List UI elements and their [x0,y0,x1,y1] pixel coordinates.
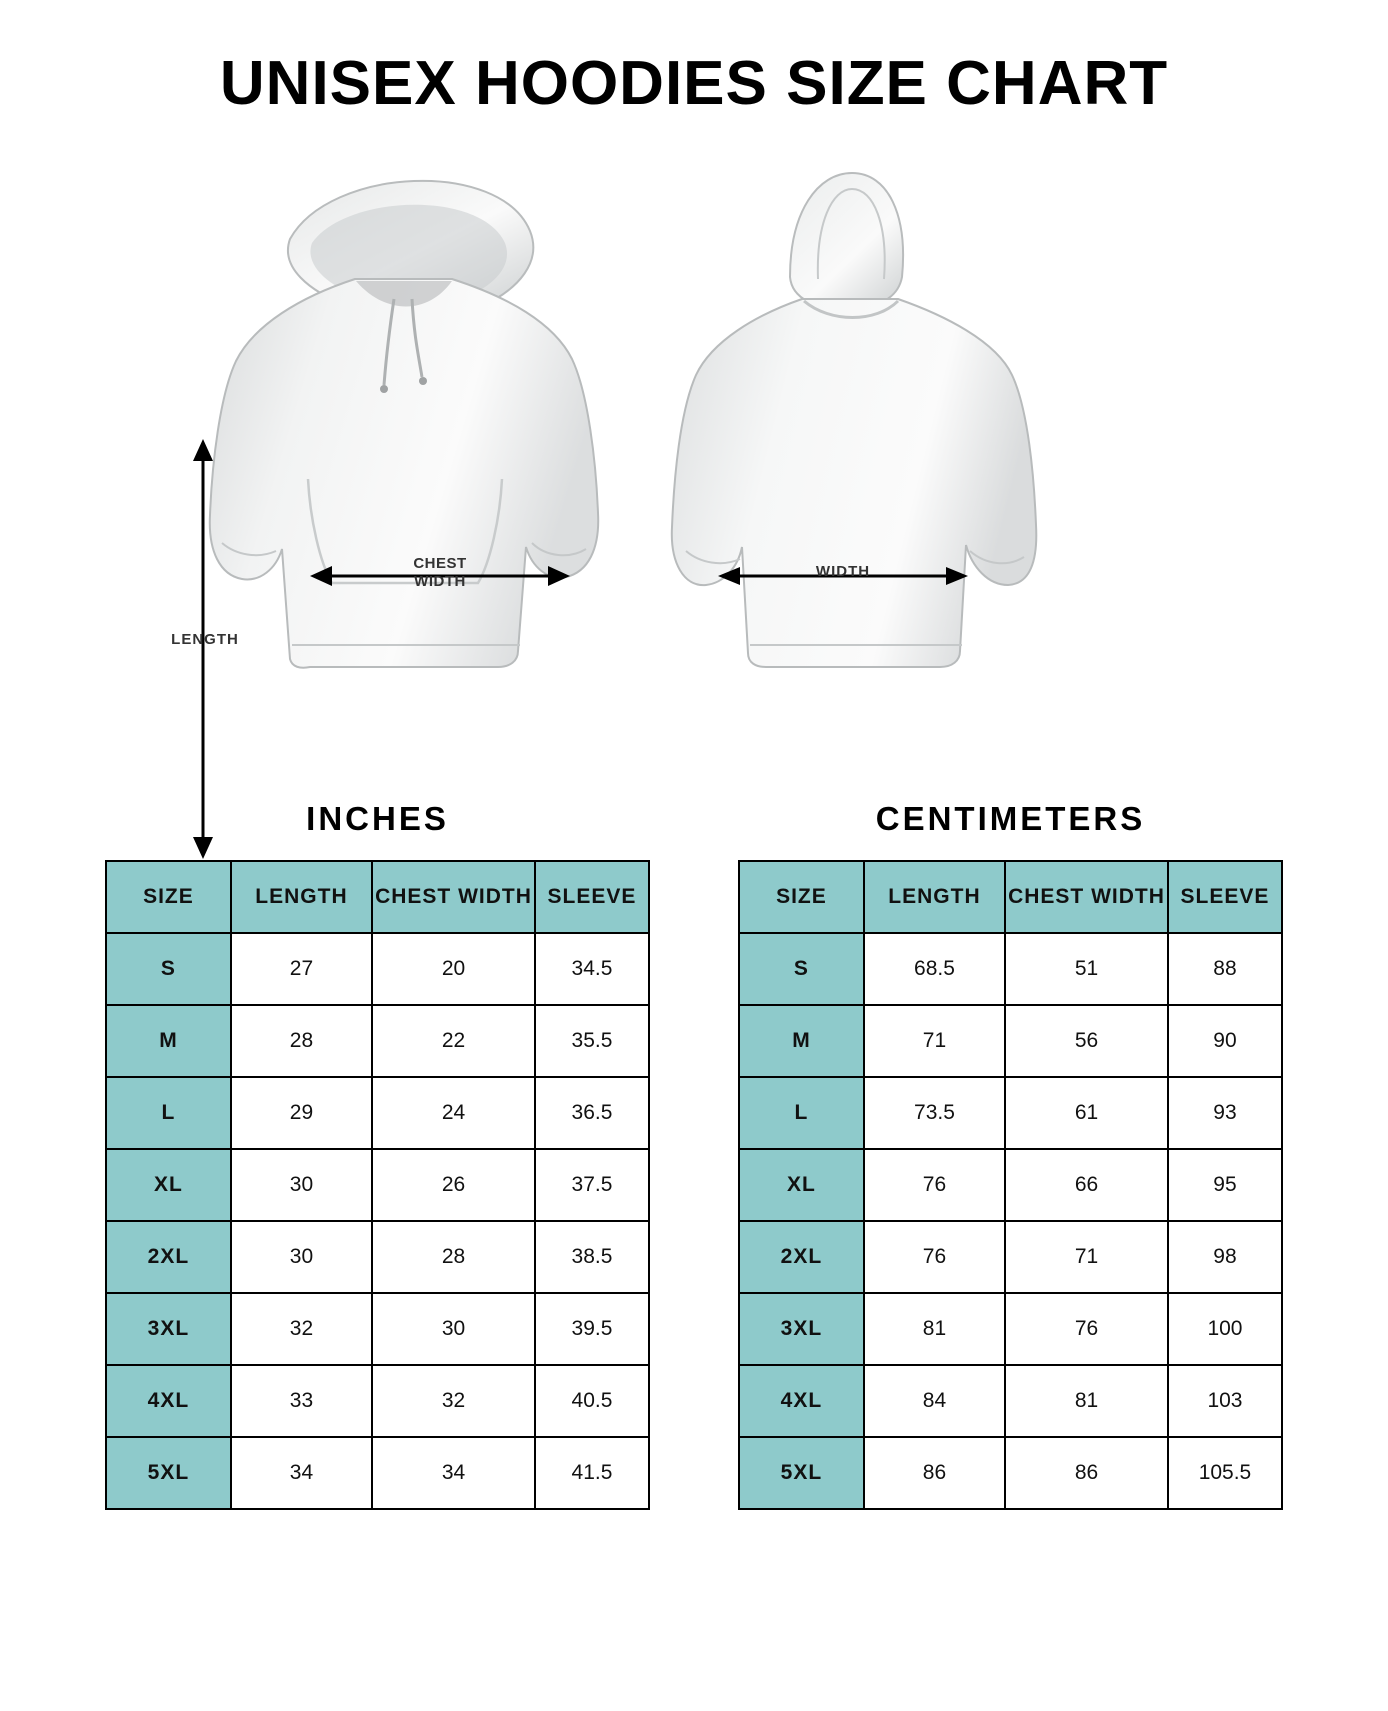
table-row [106,1077,649,1149]
cell-length: 68.5 [864,933,1005,1005]
hoodie-back-illustration [640,159,1070,679]
table-row [739,1005,1282,1077]
cell-length: 71 [864,1005,1005,1077]
cell-size: 4XL [106,1365,231,1437]
hoodie-diagram [0,139,1388,739]
cell-sleeve: 90 [1168,1005,1282,1077]
cell-chest-width: 34 [372,1437,535,1509]
cell-size: 5XL [739,1437,864,1509]
cell-chest-width: 20 [372,933,535,1005]
cell-chest-width: 86 [1005,1437,1168,1509]
cell-chest-width: 32 [372,1365,535,1437]
table-row [739,1221,1282,1293]
column-header-sleeve: SLEEVE [1168,861,1282,933]
table-row [106,1221,649,1293]
cell-size: 2XL [106,1221,231,1293]
cell-length: 86 [864,1437,1005,1509]
size-tables [0,800,1388,1510]
cell-length: 34 [231,1437,372,1509]
table-row [739,933,1282,1005]
cell-size: 5XL [106,1437,231,1509]
cell-chest-width: 76 [1005,1293,1168,1365]
cell-length: 32 [231,1293,372,1365]
cell-length: 27 [231,933,372,1005]
cell-length: 76 [864,1149,1005,1221]
chest-width-measure-label [370,555,510,591]
cell-sleeve: 34.5 [535,933,649,1005]
cell-size: L [739,1077,864,1149]
cell-length: 30 [231,1221,372,1293]
column-header-chest-width: CHEST WIDTH [1005,861,1168,933]
cell-size: S [106,933,231,1005]
cell-size: L [106,1077,231,1149]
cell-chest-width: 30 [372,1293,535,1365]
cell-sleeve: 36.5 [535,1077,649,1149]
cell-size: 3XL [739,1293,864,1365]
cell-sleeve: 41.5 [535,1437,649,1509]
cell-chest-width: 81 [1005,1365,1168,1437]
table-row [739,1437,1282,1509]
cell-sleeve: 40.5 [535,1365,649,1437]
cell-length: 76 [864,1221,1005,1293]
table-row [106,1293,649,1365]
chest-label-line2: WIDTH [414,573,466,590]
cell-size: XL [739,1149,864,1221]
length-measure-arrow [185,439,221,859]
cell-size: S [739,933,864,1005]
inches-table-caption: INCHES [306,800,449,837]
centimeters-table-block [738,800,1283,1510]
cell-sleeve: 35.5 [535,1005,649,1077]
cell-length: 84 [864,1365,1005,1437]
table-row [106,1149,649,1221]
table-row [106,933,649,1005]
column-header-length: LENGTH [864,861,1005,933]
cell-length: 73.5 [864,1077,1005,1149]
column-header-chest-width: CHEST WIDTH [372,861,535,933]
cell-chest-width: 51 [1005,933,1168,1005]
inches-size-table [105,860,650,1510]
cell-sleeve: 98 [1168,1221,1282,1293]
cell-sleeve: 88 [1168,933,1282,1005]
cell-sleeve: 105.5 [1168,1437,1282,1509]
table-row [739,1149,1282,1221]
length-measure-label: LENGTH [171,631,239,648]
cell-size: XL [106,1149,231,1221]
table-header-row [106,861,649,933]
centimeters-table-caption: CENTIMETERS [875,800,1146,837]
cell-sleeve: 93 [1168,1077,1282,1149]
table-row [106,1437,649,1509]
cell-chest-width: 66 [1005,1149,1168,1221]
cell-chest-width: 28 [372,1221,535,1293]
table-row [106,1365,649,1437]
cell-chest-width: 56 [1005,1005,1168,1077]
cell-chest-width: 26 [372,1149,535,1221]
table-row [106,1005,649,1077]
cell-sleeve: 95 [1168,1149,1282,1221]
cell-sleeve: 37.5 [535,1149,649,1221]
cell-chest-width: 24 [372,1077,535,1149]
cell-length: 29 [231,1077,372,1149]
chest-label-line1: CHEST [413,555,467,572]
table-row [739,1293,1282,1365]
cell-length: 28 [231,1005,372,1077]
table-row [739,1077,1282,1149]
table-row [739,1365,1282,1437]
cell-sleeve: 38.5 [535,1221,649,1293]
cell-length: 33 [231,1365,372,1437]
cell-size: M [106,1005,231,1077]
cell-sleeve: 100 [1168,1293,1282,1365]
centimeters-size-table [738,860,1283,1510]
hoodie-front-illustration [180,139,650,699]
column-header-length: LENGTH [231,861,372,933]
page-title: UNISEX HOODIES SIZE CHART [219,49,1169,118]
cell-length: 30 [231,1149,372,1221]
cell-size: 4XL [739,1365,864,1437]
cell-chest-width: 22 [372,1005,535,1077]
cell-length: 81 [864,1293,1005,1365]
column-header-size: SIZE [739,861,864,933]
cell-sleeve: 39.5 [535,1293,649,1365]
cell-chest-width: 71 [1005,1221,1168,1293]
cell-sleeve: 103 [1168,1365,1282,1437]
table-header-row [739,861,1282,933]
back-width-measure-label: WIDTH [815,563,871,580]
column-header-size: SIZE [106,861,231,933]
cell-size: 3XL [106,1293,231,1365]
cell-size: 2XL [739,1221,864,1293]
cell-size: M [739,1005,864,1077]
inches-table-block [105,800,650,1510]
column-header-sleeve: SLEEVE [535,861,649,933]
cell-chest-width: 61 [1005,1077,1168,1149]
